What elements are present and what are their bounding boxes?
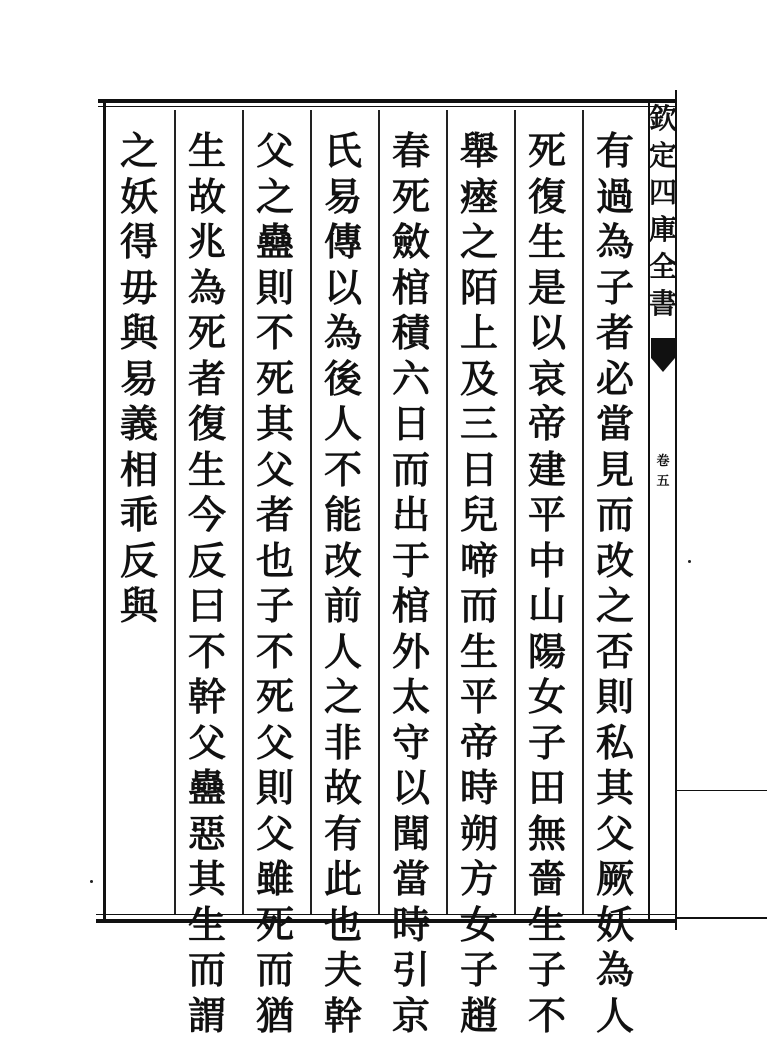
column-character: 人: [312, 401, 374, 447]
column-character: 義: [108, 401, 170, 447]
text-column-6: [244, 128, 306, 1038]
margin-character: 欽: [649, 100, 677, 137]
column-character: 引: [380, 947, 442, 993]
left-border-rule: [103, 103, 106, 920]
margin-character: 全: [649, 248, 677, 285]
column-character: 而: [448, 583, 510, 629]
column-character: 死: [244, 356, 306, 402]
column-character: 不: [312, 447, 374, 493]
column-character: 人: [584, 993, 646, 1038]
column-character: 趙: [448, 993, 510, 1038]
column-character: 則: [244, 265, 306, 311]
column-character: 與: [108, 310, 170, 356]
column-character: 易: [108, 356, 170, 402]
column-character: 其: [176, 856, 238, 902]
column-character: 以: [516, 310, 578, 356]
column-character: 生: [176, 902, 238, 948]
column-character: 死: [516, 128, 578, 174]
column-character: 上: [448, 310, 510, 356]
column-character: 得: [108, 219, 170, 265]
column-character: 父: [244, 447, 306, 493]
column-character: 太: [380, 674, 442, 720]
margin-character: 四: [649, 174, 677, 211]
column-character: 死: [244, 902, 306, 948]
column-character: 生: [448, 629, 510, 675]
column-character: 陌: [448, 265, 510, 311]
column-character: 厥: [584, 856, 646, 902]
column-character: 生: [176, 128, 238, 174]
column-character: 生: [516, 219, 578, 265]
column-character: 惡: [176, 811, 238, 857]
column-character: 六: [380, 356, 442, 402]
column-character: 斂: [380, 219, 442, 265]
column-character: 嗇: [516, 856, 578, 902]
column-character: 子: [244, 583, 306, 629]
column-character: 者: [176, 356, 238, 402]
print-speck: [688, 560, 691, 563]
fishtail-mark: [651, 338, 675, 372]
column-character: 田: [516, 765, 578, 811]
column-character: 反: [176, 538, 238, 584]
column-character: 棺: [380, 265, 442, 311]
column-character: 之: [312, 674, 374, 720]
column-character: 時: [380, 902, 442, 948]
column-character: 復: [176, 401, 238, 447]
column-character: 日: [448, 447, 510, 493]
column-character: 妖: [584, 902, 646, 948]
column-character: 氏: [312, 128, 374, 174]
column-character: 曰: [176, 583, 238, 629]
column-character: 前: [312, 583, 374, 629]
column-character: 人: [312, 629, 374, 675]
column-character: 方: [448, 856, 510, 902]
column-character: 能: [312, 492, 374, 538]
text-column-3: [448, 128, 510, 1038]
column-character: 有: [584, 128, 646, 174]
text-column-8: [108, 128, 170, 629]
column-character: 死: [244, 674, 306, 720]
column-character: 死: [176, 310, 238, 356]
column-character: 中: [516, 538, 578, 584]
column-character: 雖: [244, 856, 306, 902]
column-character: 謂: [176, 993, 238, 1038]
column-character: 時: [448, 765, 510, 811]
column-character: 而: [176, 947, 238, 993]
margin-character: 定: [649, 137, 677, 174]
column-character: 幹: [312, 993, 374, 1038]
column-character: 傳: [312, 219, 374, 265]
column-character: 父: [176, 720, 238, 766]
column-character: 山: [516, 583, 578, 629]
column-character: 猶: [244, 993, 306, 1038]
column-character: 以: [380, 765, 442, 811]
text-column-5: [312, 128, 374, 1038]
column-character: 父: [584, 811, 646, 857]
column-character: 子: [584, 265, 646, 311]
column-character: 為: [176, 265, 238, 311]
column-character: 子: [448, 947, 510, 993]
right-page-edge-rule-lower: [676, 917, 767, 919]
column-character: 平: [516, 492, 578, 538]
column-character: 日: [380, 401, 442, 447]
column-character: 也: [244, 538, 306, 584]
column-character: 改: [312, 538, 374, 584]
margin-title: [651, 100, 675, 322]
column-character: 故: [176, 174, 238, 220]
column-character: 于: [380, 538, 442, 584]
column-character: 改: [584, 538, 646, 584]
column-character: 女: [448, 902, 510, 948]
column-character: 棺: [380, 583, 442, 629]
column-character: 子: [516, 947, 578, 993]
column-character: 否: [584, 629, 646, 675]
column-character: 之: [584, 583, 646, 629]
column-character: 過: [584, 174, 646, 220]
column-character: 者: [584, 310, 646, 356]
column-character: 後: [312, 356, 374, 402]
top-border-rule: [98, 99, 676, 103]
column-character: 子: [516, 720, 578, 766]
column-character: 以: [312, 265, 374, 311]
column-character: 則: [584, 674, 646, 720]
column-character: 反: [108, 538, 170, 584]
column-character: 復: [516, 174, 578, 220]
column-character: 則: [244, 765, 306, 811]
column-character: 不: [516, 993, 578, 1038]
column-character: 非: [312, 720, 374, 766]
column-character: 也: [312, 902, 374, 948]
print-speck: [90, 880, 93, 883]
column-character: 守: [380, 720, 442, 766]
column-character: 出: [380, 492, 442, 538]
column-character: 必: [584, 356, 646, 402]
column-character: 而: [380, 447, 442, 493]
column-character: 者: [244, 492, 306, 538]
text-column-1: [584, 128, 646, 1038]
column-character: 為: [584, 947, 646, 993]
column-character: 此: [312, 856, 374, 902]
column-character: 為: [312, 310, 374, 356]
text-column-2: [516, 128, 578, 1038]
column-character: 死: [380, 174, 442, 220]
column-character: 兆: [176, 219, 238, 265]
column-character: 無: [516, 811, 578, 857]
column-character: 蠱: [176, 765, 238, 811]
column-character: 生: [176, 447, 238, 493]
column-character: 之: [244, 174, 306, 220]
column-character: 之: [448, 219, 510, 265]
margin-character: 書: [649, 285, 677, 322]
column-character: 私: [584, 720, 646, 766]
column-character: 乖: [108, 492, 170, 538]
margin-character: 庫: [649, 211, 677, 248]
margin-character: 卷: [656, 452, 669, 472]
column-character: 易: [312, 174, 374, 220]
column-character: 帝: [448, 720, 510, 766]
column-character: 當: [380, 856, 442, 902]
column-character: 而: [584, 492, 646, 538]
column-character: 及: [448, 356, 510, 402]
column-character: 是: [516, 265, 578, 311]
column-character: 春: [380, 128, 442, 174]
column-character: 不: [244, 310, 306, 356]
column-character: 而: [244, 947, 306, 993]
column-character: 父: [244, 128, 306, 174]
column-character: 與: [108, 583, 170, 629]
column-character: 平: [448, 674, 510, 720]
column-character: 積: [380, 310, 442, 356]
margin-character: 五: [656, 472, 669, 492]
column-character: 帝: [516, 401, 578, 447]
column-character: 朔: [448, 811, 510, 857]
volume-label: [655, 452, 671, 492]
column-character: 父: [244, 811, 306, 857]
column-character: 妖: [108, 174, 170, 220]
column-character: 當: [584, 401, 646, 447]
column-character: 京: [380, 993, 442, 1038]
column-character: 兒: [448, 492, 510, 538]
column-character: 蠱: [244, 219, 306, 265]
column-character: 有: [312, 811, 374, 857]
column-character: 夫: [312, 947, 374, 993]
column-character: 生: [516, 902, 578, 948]
column-character: 三: [448, 401, 510, 447]
column-character: 父: [244, 720, 306, 766]
column-character: 陽: [516, 629, 578, 675]
column-character: 故: [312, 765, 374, 811]
column-character: 今: [176, 492, 238, 538]
text-column-4: [380, 128, 442, 1038]
column-character: 相: [108, 447, 170, 493]
column-character: 聞: [380, 811, 442, 857]
column-character: 之: [108, 128, 170, 174]
column-character: 見: [584, 447, 646, 493]
column-character: 哀: [516, 356, 578, 402]
column-character: 不: [176, 629, 238, 675]
column-character: 建: [516, 447, 578, 493]
column-character: 女: [516, 674, 578, 720]
column-character: 啼: [448, 538, 510, 584]
column-character: 為: [584, 219, 646, 265]
right-page-edge-rule: [676, 790, 767, 791]
column-character: 外: [380, 629, 442, 675]
top-border-inner-rule: [98, 106, 676, 107]
column-character: 幹: [176, 674, 238, 720]
column-character: 其: [584, 765, 646, 811]
column-character: 不: [244, 629, 306, 675]
column-character: 瘞: [448, 174, 510, 220]
column-character: 舉: [448, 128, 510, 174]
column-character: 毋: [108, 265, 170, 311]
text-column-7: [176, 128, 238, 1038]
column-character: 其: [244, 401, 306, 447]
